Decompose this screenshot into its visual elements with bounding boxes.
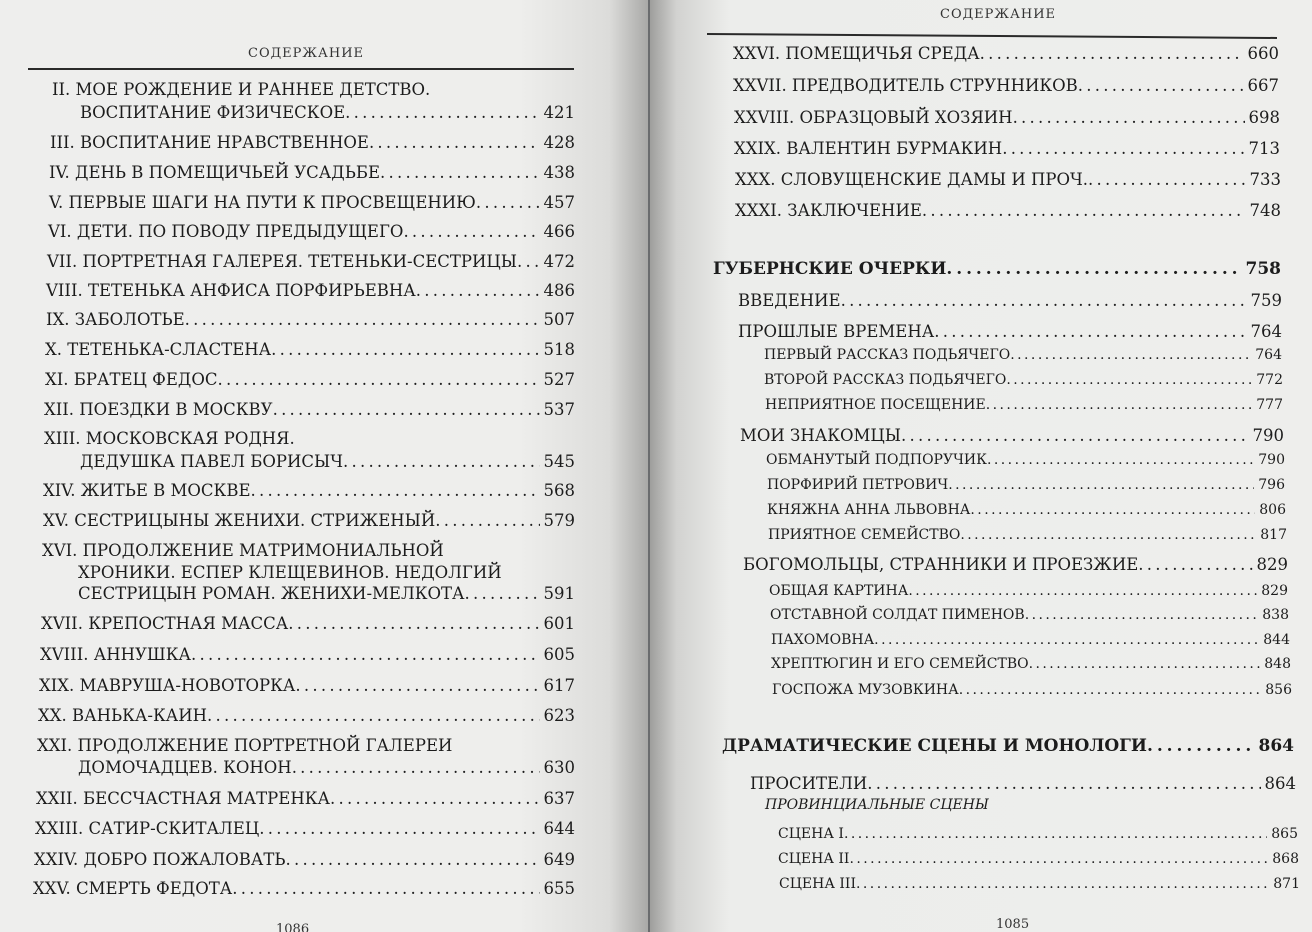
page-number: 865	[1271, 826, 1298, 842]
toc-entry: XII. ПОЕЗДКИ В МОСКВУ . . . 537	[44, 400, 575, 419]
page-number: 796	[1258, 477, 1285, 493]
page-number: 713	[1248, 139, 1280, 158]
page-number: 605	[543, 645, 575, 664]
toc-entry-line: XXI. ПРОДОЛЖЕНИЕ ПОРТРЕТНОЙ ГАЛЕРЕИ	[37, 736, 453, 755]
toc-entry-line: XIII. МОСКОВСКАЯ РОДНЯ.	[44, 429, 295, 448]
toc-entry: XIV. ЖИТЬЕ В МОСКВЕ . . . 568	[43, 481, 575, 500]
toc-entry: XXV. СМЕРТЬ ФЕДОТА . . . 655	[33, 879, 575, 898]
toc-entry: XIX. МАВРУША-НОВОТОРКА . . . 617	[39, 676, 575, 695]
toc-item: ПЕРВЫЙ РАССКАЗ ПОДЬЯЧЕГО . . . 764	[764, 347, 1282, 363]
header-rule	[707, 33, 1277, 39]
page-number: 790	[1258, 452, 1285, 468]
page-number: 829	[1256, 555, 1288, 574]
toc-item: ПАХОМОВНА . . . 844	[771, 632, 1290, 648]
toc-subsection: БОГОМОЛЬЦЫ, СТРАННИКИ И ПРОЕЗЖИЕ . . . 829	[743, 555, 1288, 574]
toc-entry: XXIV. ДОБРО ПОЖАЛОВАТЬ . . . 649	[34, 850, 575, 869]
toc-entry: ВВЕДЕНИЕ . . . 759	[738, 291, 1282, 310]
page-number: 838	[1262, 607, 1289, 623]
toc-entry: XVII. КРЕПОСТНАЯ МАССА . . . 601	[41, 614, 575, 633]
page-number: 772	[1256, 372, 1283, 388]
toc-entry: ДОМОЧАДЦЕВ. КОНОН . . . 630	[78, 758, 575, 777]
toc-subsection: ПРОСИТЕЛИ . . . 864	[750, 774, 1296, 793]
toc-entry-line: II. МОЕ РОЖДЕНИЕ И РАННЕЕ ДЕТСТВО.	[52, 80, 431, 99]
toc-entry: XXVII. ПРЕДВОДИТЕЛЬ СТРУННИКОВ . . . 667	[733, 76, 1279, 95]
toc-entry: XXIII. САТИР-СКИТАЛЕЦ . . . 644	[35, 819, 575, 838]
page-number: 655	[543, 879, 575, 898]
page-number: 844	[1263, 632, 1290, 648]
page-number: 545	[543, 452, 575, 471]
page-number: 518	[543, 340, 575, 359]
toc-entry: III. ВОСПИТАНИЕ НРАВСТВЕННОЕ . . . 428	[50, 133, 575, 152]
toc-entry: СЕСТРИЦЫН РОМАН. ЖЕНИХИ-МЕЛКОТА . . . 591	[78, 584, 575, 603]
page-number: 748	[1249, 201, 1281, 220]
page-number: 472	[543, 252, 575, 271]
page-number: 637	[543, 789, 575, 808]
page-number: 868	[1272, 851, 1299, 867]
page-number: 537	[543, 400, 575, 419]
toc-entry: XXIX. ВАЛЕНТИН БУРМАКИН . . . 713	[734, 139, 1280, 158]
toc-subheading: ПРОВИНЦИАЛЬНЫЕ СЦЕНЫ	[765, 797, 989, 813]
page-number: 623	[543, 706, 575, 725]
page-number: 486	[543, 281, 575, 300]
toc-entry: IV. ДЕНЬ В ПОМЕЩИЧЬЕЙ УСАДЬБЕ . . . 438	[49, 163, 575, 182]
toc-entry-line: ХРОНИКИ. ЕСПЕР КЛЕЩЕВИНОВ. НЕДОЛГИЙ	[78, 563, 502, 582]
toc-subsection: ПРОШЛЫЕ ВРЕМЕНА . . . 764	[738, 322, 1282, 341]
page-number: 438	[543, 163, 575, 182]
toc-entry-line: XVI. ПРОДОЛЖЕНИЕ МАТРИМОНИАЛЬНОЙ	[42, 541, 444, 560]
page-number: 864	[1258, 736, 1294, 756]
page-number: 649	[543, 850, 575, 869]
page-number: 698	[1248, 108, 1280, 127]
toc-section: ДРАМАТИЧЕСКИЕ СЦЕНЫ И МОНОЛОГИ . . . 864	[722, 736, 1294, 756]
page-number: 864	[1264, 774, 1296, 793]
toc-item: ОТСТАВНОЙ СОЛДАТ ПИМЕНОВ . . . 838	[770, 607, 1289, 623]
page-number: 507	[543, 310, 575, 329]
toc-entry: XX. ВАНЬКА-КАИН . . . 623	[38, 706, 575, 725]
page-number: 764	[1255, 347, 1282, 363]
page-number: 644	[543, 819, 575, 838]
toc-item: ПРИЯТНОЕ СЕМЕЙСТВО . . . 817	[768, 527, 1287, 543]
toc-entry: X. ТЕТЕНЬКА-СЛАСТЕНА . . . 518	[45, 340, 575, 359]
page-number: 806	[1259, 502, 1286, 518]
page-number: 758	[1245, 259, 1281, 279]
toc-entry: XXII. БЕССЧАСТНАЯ МАТРЕНКА . . . 637	[36, 789, 575, 808]
toc-entry: V. ПЕРВЫЕ ШАГИ НА ПУТИ К ПРОСВЕЩЕНИЮ . . . 457	[49, 193, 575, 212]
toc-item: ОБМАНУТЫЙ ПОДПОРУЧИК . . . 790	[766, 452, 1285, 468]
toc-entry: XV. СЕСТРИЦЫНЫ ЖЕНИХИ. СТРИЖЕНЫЙ . . . 579	[43, 511, 575, 530]
page-number: 790	[1252, 426, 1284, 445]
running-header: СОДЕРЖАНИЕ	[940, 7, 1057, 22]
toc-entry: XI. БРАТЕЦ ФЕДОС . . . 527	[45, 370, 575, 389]
page-number: 759	[1250, 291, 1282, 310]
page-number: 856	[1265, 682, 1292, 698]
toc-entry: XXVIII. ОБРАЗЦОВЫЙ ХОЗЯИН . . . 698	[734, 108, 1280, 127]
page-number: 466	[543, 222, 575, 241]
toc-entry: IX. ЗАБОЛОТЬЕ . . . 507	[46, 310, 575, 329]
toc-section: ГУБЕРНСКИЕ ОЧЕРКИ . . . 758	[713, 259, 1281, 279]
page-number: 733	[1249, 170, 1281, 189]
page-number: 817	[1260, 527, 1287, 543]
toc-item: СЦЕНА III . . . 871	[779, 876, 1300, 892]
page-number: 568	[543, 481, 575, 500]
toc-item: ОБЩАЯ КАРТИНА . . . 829	[769, 583, 1288, 599]
page-number: 457	[543, 193, 575, 212]
page-folio: 1085	[996, 917, 1030, 932]
page-number: 591	[543, 584, 575, 603]
toc-item: ХРЕПТЮГИН И ЕГО СЕМЕЙСТВО . . . 848	[771, 656, 1291, 672]
toc-item: ПОРФИРИЙ ПЕТРОВИЧ . . . 796	[767, 477, 1285, 493]
toc-entry: XXX. СЛОВУЩЕНСКИЕ ДАМЫ И ПРОЧ. . . . 733	[735, 170, 1281, 189]
page-number: 428	[543, 133, 575, 152]
page-number: 764	[1250, 322, 1282, 341]
page-number: 667	[1247, 76, 1279, 95]
toc-item: ГОСПОЖА МУЗОВКИНА . . . 856	[772, 682, 1292, 698]
page-number: 421	[543, 103, 575, 122]
toc-item: СЦЕНА I . . . 865	[778, 826, 1298, 842]
page-number: 777	[1256, 397, 1283, 413]
page-number: 601	[543, 614, 575, 633]
page-number: 579	[543, 511, 575, 530]
toc-entry: VII. ПОРТРЕТНАЯ ГАЛЕРЕЯ. ТЕТЕНЬКИ-СЕСТРИЦЫ . . . 472	[47, 252, 575, 271]
toc-entry: ВОСПИТАНИЕ ФИЗИЧЕСКОЕ . . . 421	[80, 103, 575, 122]
page-number: 660	[1247, 44, 1279, 63]
toc-entry: VI. ДЕТИ. ПО ПОВОДУ ПРЕДЫДУЩЕГО . . . 466	[48, 222, 575, 241]
toc-item: НЕПРИЯТНОЕ ПОСЕЩЕНИЕ . . . 777	[765, 397, 1283, 413]
page-number: 848	[1264, 656, 1291, 672]
toc-entry: XVIII. АННУШКА . . . 605	[40, 645, 575, 664]
page-number: 871	[1273, 876, 1300, 892]
page-number: 630	[543, 758, 575, 777]
page-number: 829	[1261, 583, 1288, 599]
right-page	[650, 0, 1312, 932]
left-page	[0, 0, 648, 932]
toc-entry: ДЕДУШКА ПАВЕЛ БОРИСЫЧ . . . 545	[80, 452, 575, 471]
running-header: СОДЕРЖАНИЕ	[248, 46, 365, 61]
toc-entry: VIII. ТЕТЕНЬКА АНФИСА ПОРФИРЬЕВНА . . . 486	[46, 281, 575, 300]
page-number: 617	[543, 676, 575, 695]
toc-item: СЦЕНА II . . . 868	[778, 851, 1299, 867]
toc-item: ВТОРОЙ РАССКАЗ ПОДЬЯЧЕГО . . . 772	[764, 372, 1283, 388]
toc-item: КНЯЖНА АННА ЛЬВОВНА . . . 806	[767, 502, 1286, 518]
header-rule	[28, 68, 574, 70]
toc-subsection: МОИ ЗНАКОМЦЫ . . . 790	[740, 426, 1284, 445]
toc-entry: XXVI. ПОМЕЩИЧЬЯ СРЕДА . . . 660	[733, 44, 1279, 63]
page-number: 527	[543, 370, 575, 389]
page-folio: 1086	[276, 922, 310, 932]
toc-entry: XXXI. ЗАКЛЮЧЕНИЕ . . . 748	[735, 201, 1281, 220]
